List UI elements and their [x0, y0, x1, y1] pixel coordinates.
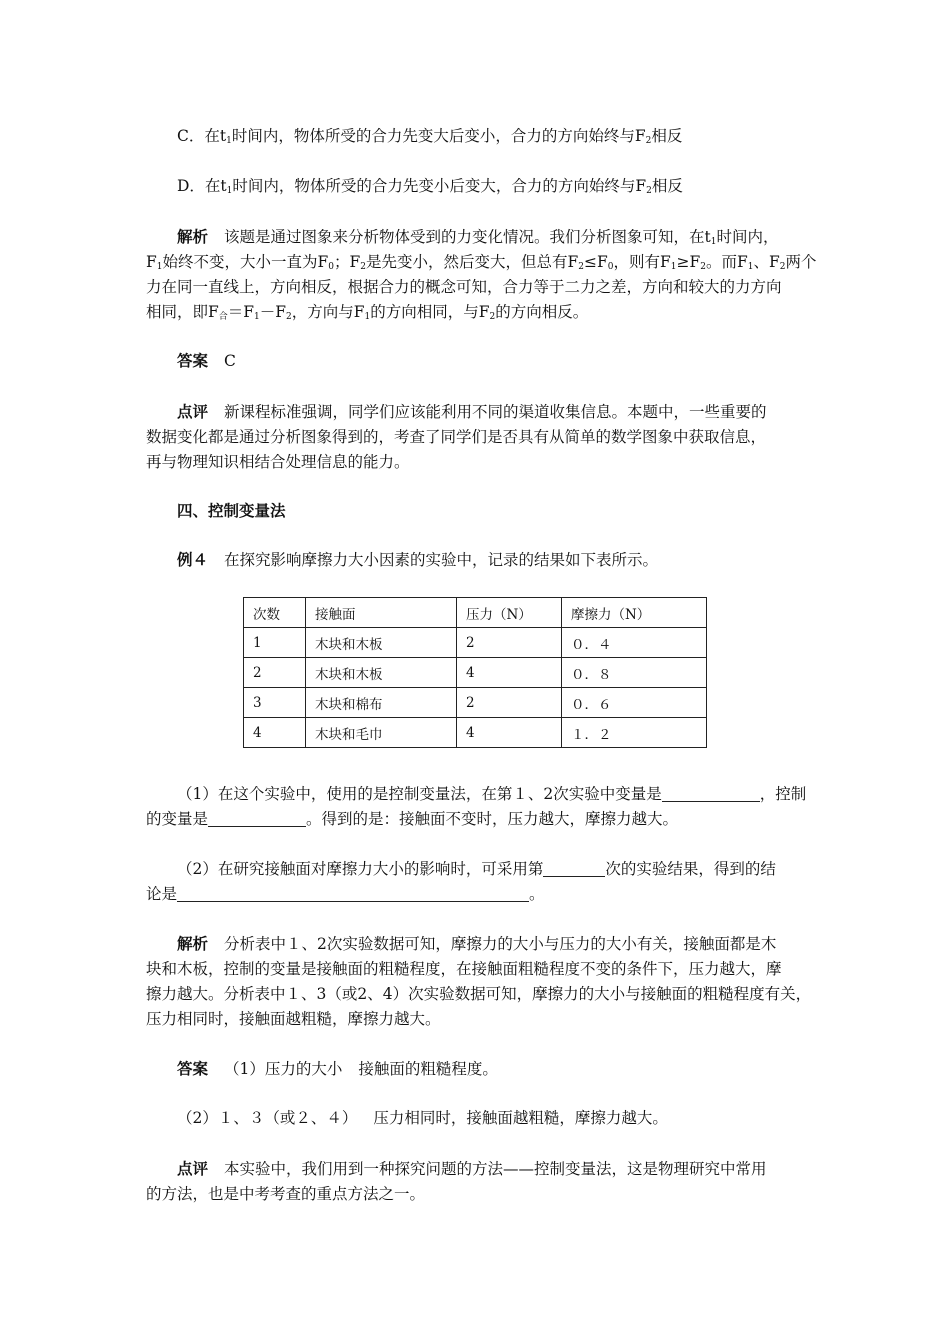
- comment2-line2: 的方法，也是中考考查的重点方法之一。: [146, 1185, 426, 1203]
- answer1-value: C: [224, 352, 236, 370]
- q2-blank-trials[interactable]: [543, 860, 605, 877]
- table-cell: 1: [244, 628, 306, 658]
- q1-line1-tail: ，控制: [759, 785, 807, 803]
- answer2-part1-b: 接触面的粗糙程度。: [358, 1060, 498, 1078]
- option-d: [146, 174, 857, 199]
- analysis2-line2: 块和木板，控制的变量是接触面的粗糙程度，在接触面粗糙程度不变的条件下，压力越大，摩: [146, 960, 782, 978]
- q2-line1: [146, 857, 857, 882]
- table-row: [244, 628, 707, 658]
- table-cell: 2: [457, 688, 562, 718]
- analysis1-line2-rendered: $F_1$始终不变，大小一直为$F_0$；$F_2$是先变小，然后变大，但总有$F_2\le F_0$，则有$F_1\ge F_2$。而$F_1$、$F_2$两个: [146, 253, 817, 272]
- comment-label: 点评: [177, 1160, 209, 1178]
- q2-line2: [146, 882, 826, 907]
- q1-blank-controlled[interactable]: [208, 810, 306, 827]
- option-c-rendered: C．在$t_1$时间内，物体所受的合力先变大后变小，合力的方向始终与$F_2$相反: [177, 127, 683, 146]
- comment1-line3: 再与物理知识相结合处理信息的能力。: [146, 453, 410, 471]
- table-row: [244, 658, 707, 688]
- answer-label: 答案: [177, 352, 209, 370]
- table-row: [244, 688, 707, 718]
- q2-line2-text: 论是: [146, 885, 178, 903]
- q1-blank-variable[interactable]: [662, 785, 760, 802]
- comment1-line1-text: 新课程标准强调，同学们应该能利用不同的渠道收集信息。本题中，一些重要的: [224, 403, 767, 421]
- answer2-part2: [146, 1106, 857, 1131]
- table-cell: 木块和木板: [306, 628, 457, 658]
- table-cell: 木块和棉布: [306, 688, 457, 718]
- table-cell: ０．６: [562, 688, 707, 718]
- table-cell: 4: [457, 658, 562, 688]
- analysis-label: 解析: [177, 935, 209, 953]
- analysis1-line1: [146, 225, 857, 250]
- table-cell: 2: [457, 628, 562, 658]
- table-header-row: [244, 598, 707, 628]
- answer2-part1: [146, 1057, 857, 1082]
- answer2-part2-a: （2）１、３（或２、４）: [177, 1109, 358, 1127]
- q1-line1: [146, 782, 857, 807]
- option-c: [146, 124, 857, 149]
- table-header: 摩擦力（N）: [562, 598, 707, 628]
- q2-blank-conclusion[interactable]: [177, 885, 529, 902]
- q2-line2-tail: 。: [529, 885, 545, 903]
- q1-line2-tail: 。得到的是：接触面不变时，压力越大，摩擦力越大。: [306, 810, 679, 828]
- example4: [146, 548, 857, 573]
- section4-title: 四、控制变量法: [177, 502, 286, 520]
- table-cell: 4: [457, 718, 562, 748]
- comment1-line2: 数据变化都是通过分析图象得到的，考查了同学们是否具有从简单的数学图象中获取信息，: [146, 428, 767, 446]
- table-cell: 3: [244, 688, 306, 718]
- analysis2-line1: [146, 932, 857, 957]
- answer2-part2-b: 压力相同时，接触面越粗糙，摩擦力越大。: [373, 1109, 668, 1127]
- q1-line1-text: （1）在这个实验中，使用的是控制变量法，在第１、2次实验中变量是: [177, 785, 662, 803]
- table-header: 次数: [244, 598, 306, 628]
- analysis1-line4: [146, 300, 826, 325]
- analysis2-line3: 擦力越大。分析表中１、3（或2、4）次实验数据可知，摩擦力的大小与接触面的粗糙程度有关，: [146, 985, 812, 1003]
- analysis2-line1-text: 分析表中１、2次实验数据可知，摩擦力的大小与压力的大小有关，接触面都是木: [224, 935, 777, 953]
- table-header: 接触面: [306, 598, 457, 628]
- table-cell: 木块和木板: [306, 658, 457, 688]
- q2-line1-tail: 次的实验结果，得到的结: [605, 860, 776, 878]
- analysis1-line4-rendered: 相同，即$F_合=F_1-F_2$，方向与$F_1$的方向相同，与$F_2$的方向相反。: [146, 303, 589, 322]
- table-cell: 2: [244, 658, 306, 688]
- example4-label: 例４: [177, 551, 209, 569]
- analysis1-line1-rendered: 该题是通过图象来分析物体受到的力变化情况。我们分析图象可知，在$t_1$时间内，: [224, 228, 779, 247]
- answer2-part1-a: （1）压力的大小: [224, 1060, 343, 1078]
- comment-label: 点评: [177, 403, 209, 421]
- table-header: 压力（N）: [457, 598, 562, 628]
- comment1-line1: [146, 400, 857, 425]
- q1-line2-text: 的变量是: [146, 810, 209, 828]
- table-cell: 木块和毛巾: [306, 718, 457, 748]
- analysis1-line2: [146, 250, 826, 275]
- q1-line2: [146, 807, 826, 832]
- table-cell: １．２: [562, 718, 707, 748]
- comment2-line1: [146, 1157, 857, 1182]
- table-row: [244, 718, 707, 748]
- friction-table: [243, 597, 707, 748]
- analysis1-line3: 力在同一直线上，方向相反，根据合力的概念可知，合力等于二力之差，方向和较大的力方向: [146, 278, 782, 296]
- answer-label: 答案: [177, 1060, 209, 1078]
- example4-text: 在探究影响摩擦力大小因素的实验中，记录的结果如下表所示。: [224, 551, 659, 569]
- table-cell: 4: [244, 718, 306, 748]
- table-cell: ０．４: [562, 628, 707, 658]
- table-cell: ０．８: [562, 658, 707, 688]
- analysis2-line4: 压力相同时，接触面越粗糙，摩擦力越大。: [146, 1010, 441, 1028]
- q2-line1-text: （2）在研究接触面对摩擦力大小的影响时，可采用第: [177, 860, 544, 878]
- answer1: [146, 349, 857, 374]
- option-d-rendered: D．在$t_1$时间内，物体所受的合力先变小后变大，合力的方向始终与$F_2$相反: [177, 177, 683, 196]
- comment2-line1-text: 本实验中，我们用到一种探究问题的方法——控制变量法，这是物理研究中常用: [224, 1160, 767, 1178]
- analysis-label: 解析: [177, 228, 209, 246]
